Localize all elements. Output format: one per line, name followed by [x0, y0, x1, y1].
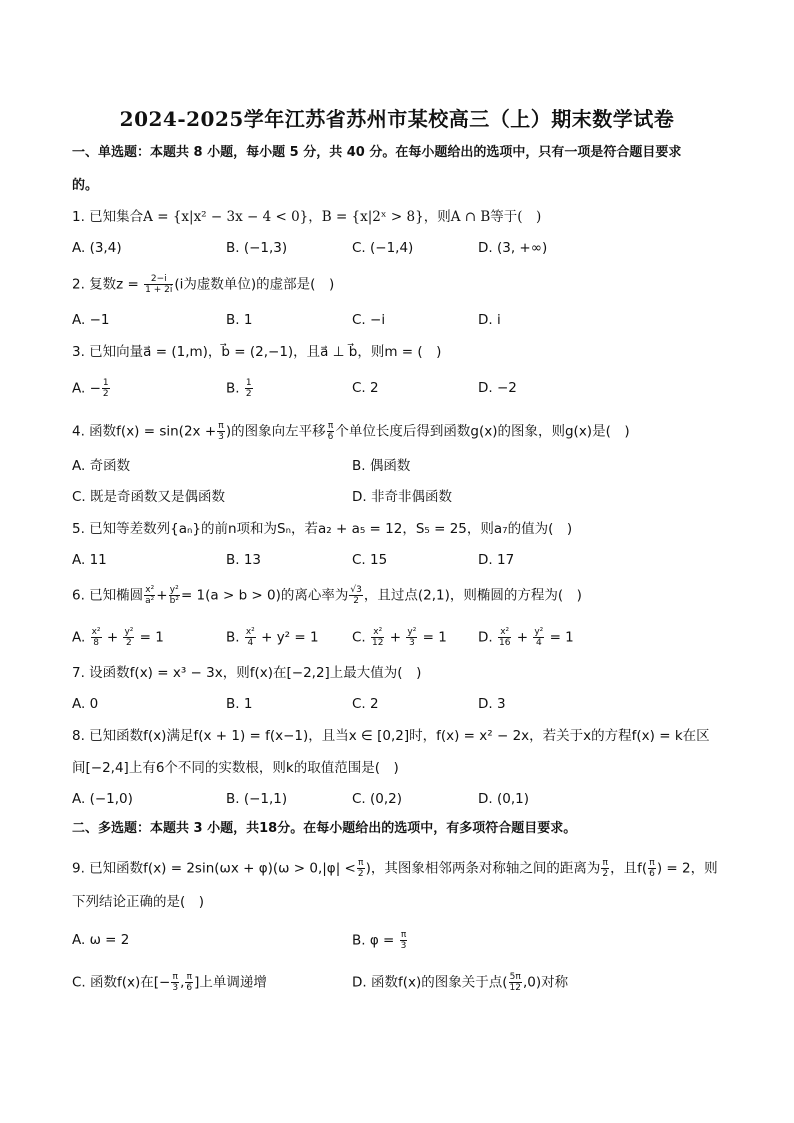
q1-option-c: C. (−1,4): [352, 240, 414, 256]
question-8-stem-cont: 间[−2,4]上有6个不同的实数根，则k的取值范围是( ): [72, 760, 399, 776]
q5-option-d: D. 17: [478, 552, 515, 568]
question-8-stem: 8. 已知函数f(x)满足f(x + 1) = f(x−1)，且当x ∈ [0,2]时，f(x) = x² − 2x，若关于x的方程f(x) = k在区: [72, 728, 710, 744]
page-title: 2024-2025学年江苏省苏州市某校高三（上）期末数学试卷: [119, 107, 675, 131]
q2-option-c: C. −i: [352, 312, 386, 328]
q7-option-a: A. 0: [72, 696, 99, 712]
question-6-stem: 6. 已知椭圆 $\frac{\text{x²}}{\text{a²}}$ + $\frac{\text{y²}}{\text{b²}}$ = 1(a > b > 0)的离心率为 $\frac{√3}{2}$ ，且过点(2,1)，则椭圆的方程为( ): [72, 585, 582, 606]
question-3-stem: 3. 已知向量a⃗ = (1,m)，b⃗ = (2,−1)，且a⃗ ⊥ b⃗，则m = ( ): [72, 344, 442, 360]
section-1-heading-cont: 的。: [72, 178, 99, 193]
q5-option-b: B. 13: [226, 552, 262, 568]
q6-option-a: A. $\frac{\text{x²}}{8}$ + $\frac{\text{y²}}{2}$ = 1: [72, 627, 164, 648]
q1-option-a: A. (3,4): [72, 240, 122, 256]
q7-option-b: B. 1: [226, 696, 253, 712]
q3-option-d: D. −2: [478, 380, 517, 396]
q5-option-a: A. 11: [72, 552, 107, 568]
question-7-stem: 7. 设函数f(x) = x³ − 3x，则f(x)在[−2,2]上最大值为( ): [72, 665, 422, 681]
q1-stem-a: 1. 已知集合: [72, 209, 144, 225]
q6-option-c: C. $\frac{\text{x²}}{12}$ + $\frac{\text{y²}}{3}$ = 1: [352, 627, 447, 648]
q6-option-b: B. $\frac{\text{x²}}{4}$ + y² = 1: [226, 627, 319, 648]
section-1-heading: 一、单选题：本题共 8 小题，每小题 5 分，共 40 分。在每小题给出的选项中，只有一项是符合题目要求: [72, 145, 682, 160]
q7-option-c: C. 2: [352, 696, 379, 712]
q1-stem-b: A = {x|x² − 3x − 4 < 0}，B = {x|2ˣ > 8}，则A ∩ B等于( ): [143, 209, 542, 225]
question-2-stem: [72, 274, 334, 295]
question-9-stem-cont: 下列结论正确的是( ): [72, 894, 205, 910]
q2-stem-b: (i为虚数单位)的虚部是( ): [174, 276, 335, 293]
q1-option-b: B. (−1,3): [226, 240, 288, 256]
q4-option-d: D. 非奇非偶函数: [352, 489, 452, 505]
q9-option-c: C. 函数f(x)在[− $\frac{\pi}{3}$ , $\frac{\pi}{6}$ ]上单调递增: [72, 972, 267, 993]
question-5-stem: 5. 已知等差数列{aₙ}的前n项和为Sₙ，若a₂ + a₅ = 12，S₅ = 25，则a₇的值为( ): [72, 521, 573, 537]
q9-option-b: B. φ = $\frac{\pi}{3}$: [352, 930, 407, 951]
q5-option-c: C. 15: [352, 552, 388, 568]
q2-option-d: D. i: [478, 312, 501, 328]
q8-option-c: C. (0,2): [352, 791, 403, 807]
q3-option-a: A. − $\frac{1}{2}$: [72, 378, 109, 399]
q9-option-d: D. 函数f(x)的图象关于点( $\frac{5\pi}{12}$ ,0)对称: [352, 972, 569, 993]
q6-option-d: D. $\frac{\text{x²}}{16}$ + $\frac{\text{y²}}{4}$ = 1: [478, 627, 574, 648]
q3-option-c: C. 2: [352, 380, 379, 396]
q3-option-b: B. $\frac{1}{2}$: [226, 378, 252, 399]
q4-option-c: C. 既是奇函数又是偶函数: [72, 489, 226, 505]
question-9-stem: 9. 已知函数f(x) = 2sin(ωx + φ)(ω > 0,|φ| < $\frac{\pi}{2}$ )，其图象相邻两条对称轴之间的距离为 $\frac{\pi}{2}$ ，且f( $\frac{\pi}{6}$ ) = 2，则: [72, 858, 718, 879]
section-2-heading: 二、多选题：本题共 3 小题，共18分。在每小题给出的选项中，有多项符合题目要求。: [72, 821, 577, 836]
question-1-stem: [72, 207, 541, 227]
q4-option-a: A. 奇函数: [72, 458, 131, 474]
q8-option-b: B. (−1,1): [226, 791, 288, 807]
q7-option-d: D. 3: [478, 696, 506, 712]
q2-stem-a: 2. 复数z =: [72, 276, 139, 293]
q2-option-a: A. −1: [72, 312, 110, 328]
q4-option-b: B. 偶函数: [352, 458, 411, 474]
q1-option-d: D. (3, +∞): [478, 240, 548, 256]
q8-option-a: A. (−1,0): [72, 791, 133, 807]
q9-option-a: A. ω = 2: [72, 932, 130, 948]
q2-option-b: B. 1: [226, 312, 253, 328]
question-4-stem: 4. 函数f(x) = sin(2x + $\frac{\pi}{3}$ )的图象向左平移 $\frac{\pi}{6}$ 个单位长度后得到函数g(x)的图象，则g(x)是( ): [72, 421, 630, 442]
q2-fraction: $\frac{2-i}{1 + 2i}$: [145, 274, 173, 295]
q8-option-d: D. (0,1): [478, 791, 529, 807]
